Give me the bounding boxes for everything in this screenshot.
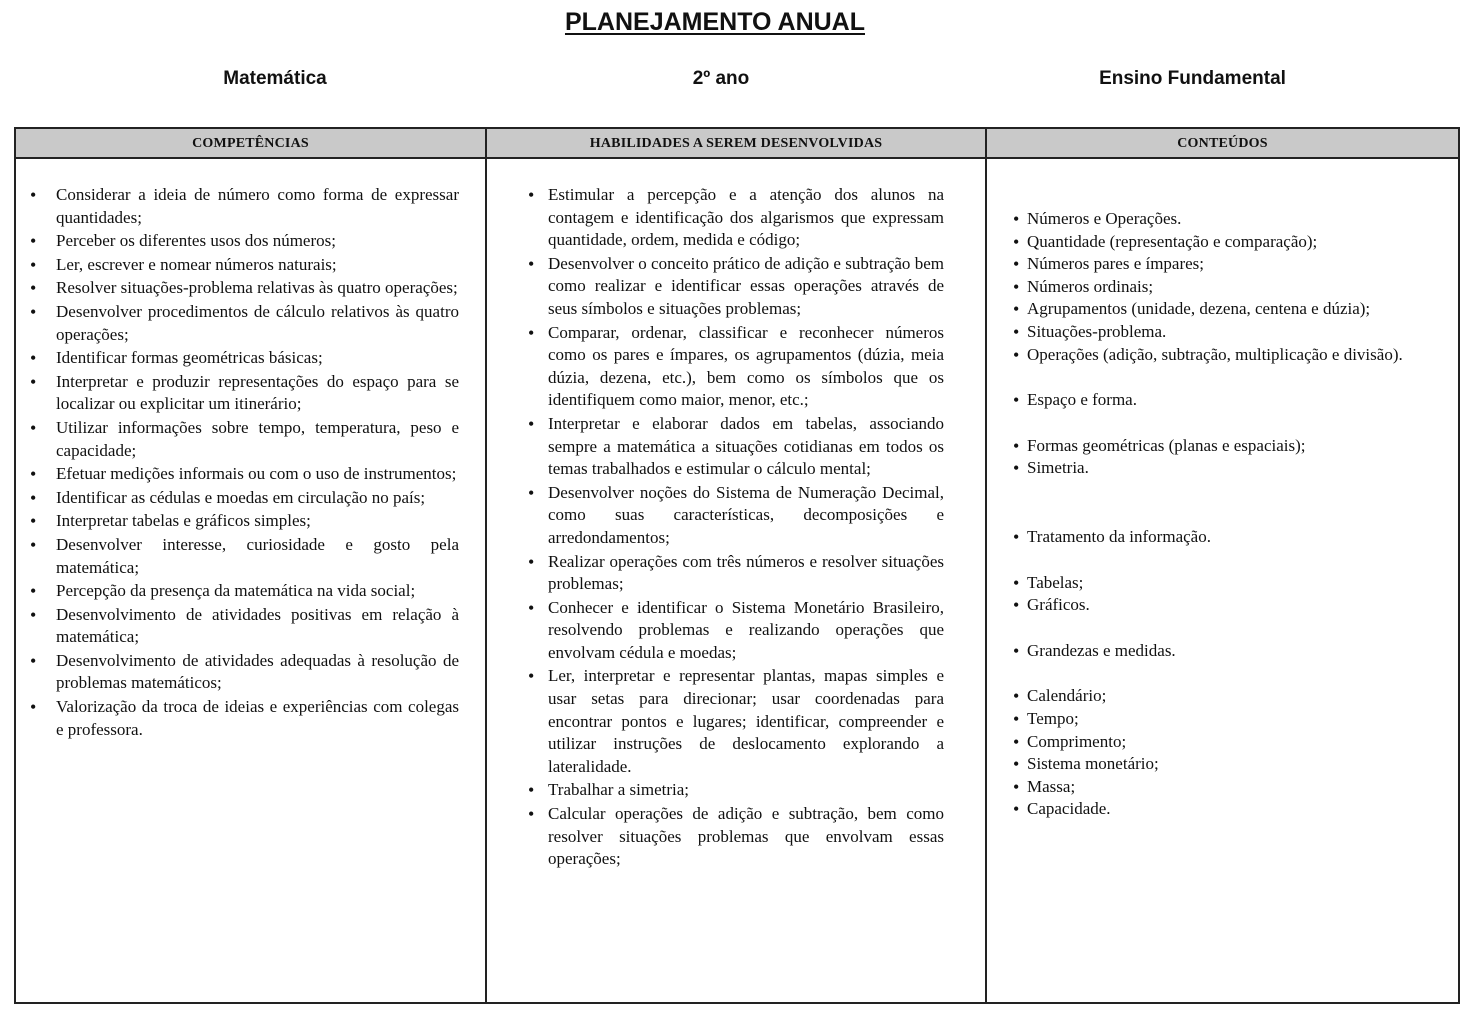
column-header-competencias: COMPETÊNCIAS xyxy=(16,129,487,159)
list-item: • Valorização da troca de ideias e experiências com colegas e professora. xyxy=(56,696,459,741)
list-item: • Desenvolver interesse, curiosidade e gosto pela matemática; xyxy=(56,534,459,579)
list-item: • Quantidade (representação e comparação); xyxy=(1027,231,1438,254)
list-item: • Perceber os diferentes usos dos números; xyxy=(56,230,459,253)
grade-label: 2º ano xyxy=(692,68,750,89)
subject-label: Matemática xyxy=(223,68,327,89)
list-item: • Capacidade. xyxy=(1027,798,1438,821)
list-item: • Conhecer e identificar o Sistema Monetário Brasileiro, resolvendo problemas e realizando operações que envolvam cédula e moedas; xyxy=(548,597,944,665)
page-title: PLANEJAMENTO ANUAL xyxy=(564,8,865,36)
list-item: • Considerar a ideia de número como forma de expressar quantidades; xyxy=(56,184,459,229)
list-item: • Realizar operações com três números e resolver situações problemas; xyxy=(548,551,944,596)
habilidades-list xyxy=(548,184,944,871)
list-item: • Estimular a percepção e a atenção dos alunos na contagem e identificação dos algarismos que expressam quantidade, ordem, medida e código; xyxy=(548,184,944,252)
list-item: • Desenvolver procedimentos de cálculo relativos às quatro operações; xyxy=(56,301,459,346)
list-item: • Calcular operações de adição e subtração, bem como resolver situações problemas que envolvam essas operações; xyxy=(548,803,944,871)
list-item: • Espaço e forma. xyxy=(1027,389,1438,412)
list-item: • Trabalhar a simetria; xyxy=(548,779,944,802)
list-item: • Tabelas; xyxy=(1027,572,1438,595)
list-item: • Números e Operações. xyxy=(1027,208,1438,231)
list-item: • Identificar formas geométricas básicas; xyxy=(56,347,459,370)
conteudos-cell xyxy=(987,159,1458,1002)
list-item: • Ler, interpretar e representar plantas, mapas simples e usar setas para direcionar; usar coordenadas para encontrar pontos e lugares; identificar, compreender e utilizar instruções de deslocamento explorando a lateralidade. xyxy=(548,665,944,778)
list-item: • Números ordinais; xyxy=(1027,276,1438,299)
competencias-cell xyxy=(16,159,487,1002)
list-item: • Desenvolver o conceito prático de adição e subtração bem como realizar e identificar essas operações através de seus símbolos e situações problemas; xyxy=(548,253,944,321)
list-item: • Identificar as cédulas e moedas em circulação no país; xyxy=(56,487,459,510)
list-item: • Comprimento; xyxy=(1027,731,1438,754)
list-item: • Desenvolver noções do Sistema de Numeração Decimal, como suas características, decomposições e arredondamentos; xyxy=(548,482,944,550)
level-label: Ensino Fundamental xyxy=(1099,68,1286,89)
list-item: • Percepção da presença da matemática na vida social; xyxy=(56,580,459,603)
list-item: • Efetuar medições informais ou com o uso de instrumentos; xyxy=(56,463,459,486)
column-header-conteudos: CONTEÚDOS xyxy=(987,129,1458,159)
list-item: • Interpretar e elaborar dados em tabelas, associando sempre a matemática a situações cotidianas em todos os temas trabalhados e estimular o cálculo mental; xyxy=(548,413,944,481)
list-item: • Ler, escrever e nomear números naturais; xyxy=(56,254,459,277)
list-item: • Tempo; xyxy=(1027,708,1438,731)
conteudos-list xyxy=(1027,208,1438,821)
list-item: • Sistema monetário; xyxy=(1027,753,1438,776)
list-item: • Situações-problema. xyxy=(1027,321,1438,344)
list-item: • Grandezas e medidas. xyxy=(1027,640,1438,663)
column-header-habilidades: HABILIDADES A SEREM DESENVOLVIDAS xyxy=(487,129,987,159)
list-item: • Interpretar e produzir representações do espaço para se localizar ou explicitar um itinerário; xyxy=(56,371,459,416)
list-item: • Tratamento da informação. xyxy=(1027,526,1438,549)
list-item: • Simetria. xyxy=(1027,457,1438,480)
competencias-list xyxy=(56,184,459,741)
list-item: • Utilizar informações sobre tempo, temperatura, peso e capacidade; xyxy=(56,417,459,462)
list-item: • Agrupamentos (unidade, dezena, centena e dúzia); xyxy=(1027,298,1438,321)
list-item: • Desenvolvimento de atividades adequadas à resolução de problemas matemáticos; xyxy=(56,650,459,695)
list-item: • Desenvolvimento de atividades positivas em relação à matemática; xyxy=(56,604,459,649)
list-item: • Operações (adição, subtração, multiplicação e divisão). xyxy=(1027,344,1438,367)
list-item: • Números pares e ímpares; xyxy=(1027,253,1438,276)
list-item: • Massa; xyxy=(1027,776,1438,799)
list-item: • Gráficos. xyxy=(1027,594,1438,617)
habilidades-cell xyxy=(487,159,987,1002)
planning-table xyxy=(14,127,1460,1004)
list-item: • Resolver situações-problema relativas às quatro operações; xyxy=(56,277,459,300)
list-item: • Comparar, ordenar, classificar e reconhecer números como os pares e ímpares, os agrupamentos (dúzia, meia dúzia, dezena, etc.), bem como os símbolos que os identifiquem como maior, menor, etc.; xyxy=(548,322,944,412)
list-item: • Interpretar tabelas e gráficos simples; xyxy=(56,510,459,533)
list-item: • Formas geométricas (planas e espaciais); xyxy=(1027,435,1438,458)
list-item: • Calendário; xyxy=(1027,685,1438,708)
